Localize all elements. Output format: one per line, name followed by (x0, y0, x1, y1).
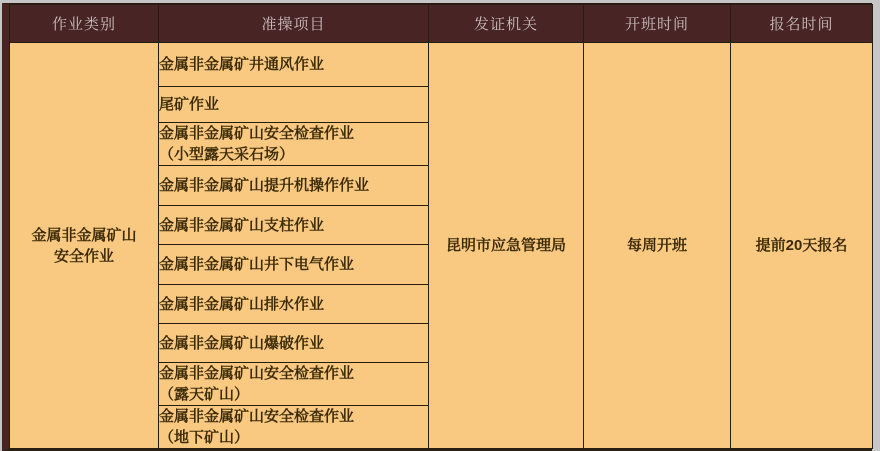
permit-item-label: 金属非金属矿山安全检查作业 (159, 365, 355, 382)
permit-item-label: 金属非金属矿山支柱作业 (159, 216, 325, 234)
permit-cell (159, 87, 429, 123)
permit-cell (159, 363, 429, 406)
permit-cell (159, 406, 429, 449)
header-cell-registration: 报名时间 (731, 5, 873, 43)
permit-item-sublabel: （露天矿山） (159, 386, 250, 403)
category-line1: 金属非金属矿山 (31, 226, 137, 244)
permit-cell (159, 166, 429, 206)
permit-cell (159, 206, 429, 245)
permit-cell (159, 324, 429, 363)
permit-item-label: 金属非金属矿山提升机操作作业 (159, 177, 370, 194)
header-cell-permit: 准操项目 (159, 5, 429, 43)
schedule-table (9, 4, 873, 449)
permit-item-label: 金属非金属矿山安全检查作业 (159, 408, 355, 425)
permit-cell (159, 43, 429, 87)
header-cell-schedule: 开班时间 (584, 5, 731, 43)
training-schedule-table (2, 3, 872, 451)
header-row (10, 5, 873, 43)
permit-item-label: 金属非金属矿山排水作业 (159, 295, 325, 313)
permit-row (10, 43, 873, 87)
permit-cell (159, 285, 429, 324)
header-cell-category: 作业类别 (10, 5, 159, 43)
registration-cell: 提前20天报名 (731, 43, 873, 449)
permit-item-label: 金属非金属矿井通风作业 (159, 56, 325, 73)
permit-item-label: 金属非金属矿山井下电气作业 (159, 256, 355, 273)
schedule-cell: 每周开班 (584, 43, 731, 449)
permit-item-label: 金属非金属矿山爆破作业 (159, 334, 325, 352)
authority-cell: 昆明市应急管理局 (429, 43, 584, 449)
category-line2: 安全作业 (53, 247, 114, 265)
permit-cell (159, 123, 429, 166)
permit-cell (159, 245, 429, 285)
category-cell (10, 43, 159, 449)
permit-item-label: 尾矿作业 (159, 96, 220, 113)
header-cell-authority: 发证机关 (429, 5, 584, 43)
permit-item-label: 金属非金属矿山安全检查作业 (159, 125, 355, 142)
permit-item-sublabel: （小型露天采石场） (159, 146, 295, 163)
permit-item-sublabel: （地下矿山） (159, 429, 250, 446)
